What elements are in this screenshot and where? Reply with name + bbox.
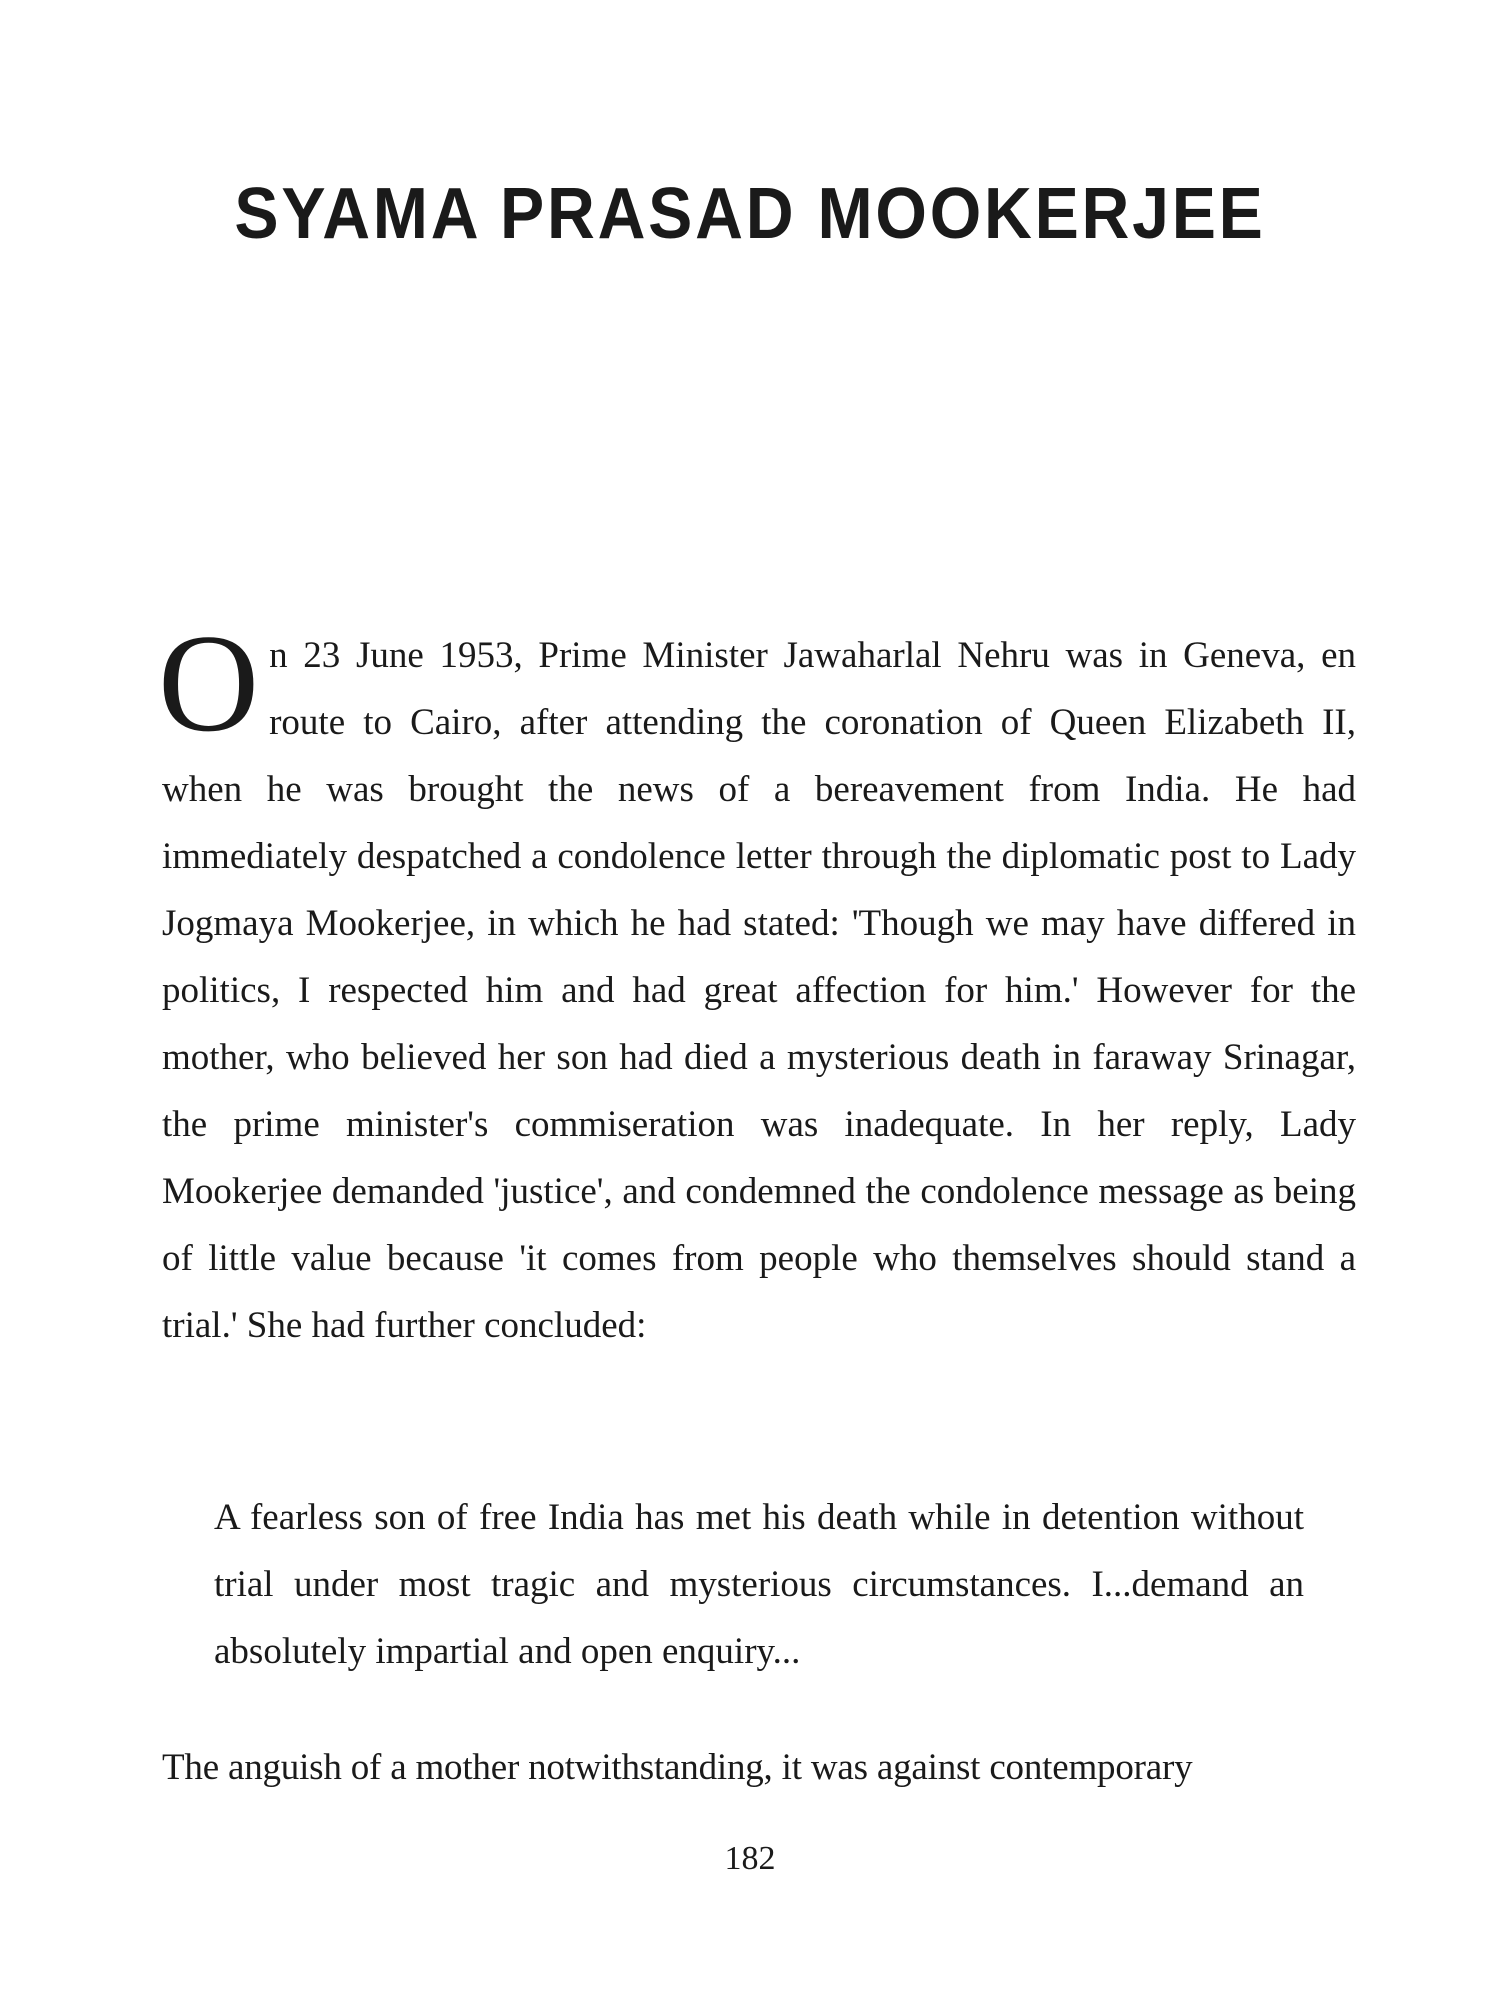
closing-paragraph: The anguish of a mother notwithstanding, it was against contemporary: [162, 1747, 1193, 1788]
chapter-title: SYAMA PRASAD MOOKERJEE: [234, 174, 1266, 254]
drop-cap: O: [158, 606, 260, 761]
opening-paragraph: [158, 606, 1356, 1359]
page-number: 182: [724, 1840, 776, 1877]
opening-paragraph-text: n 23 June 1953, Prime Minister Jawaharlal Nehru was in Geneva, en route to Cairo, after attending the coronation of Queen Elizabeth II, when he was brought the news of a bereavement from India. He had immediately despatched a condolence letter through the diplomatic post to Lady Jogmaya Mookerjee, in which he had stated: 'Though we may have differed in politics, I respected him and had great affection for him.' However for the mother, who believed her son had died a mysterious death in faraway Srinagar, the prime minister's commiseration was inadequate. In her reply, Lady Mookerjee demanded 'justice', and condemned the condolence message as being of little value because 'it comes from people who themselves should stand a trial.' She had further concluded:: [162, 635, 1356, 1346]
block-quote: A fearless son of free India has met his death while in detention without trial under most tragic and mysterious circumstances. I...demand an absolutely impartial and open enquiry...: [214, 1497, 1304, 1672]
